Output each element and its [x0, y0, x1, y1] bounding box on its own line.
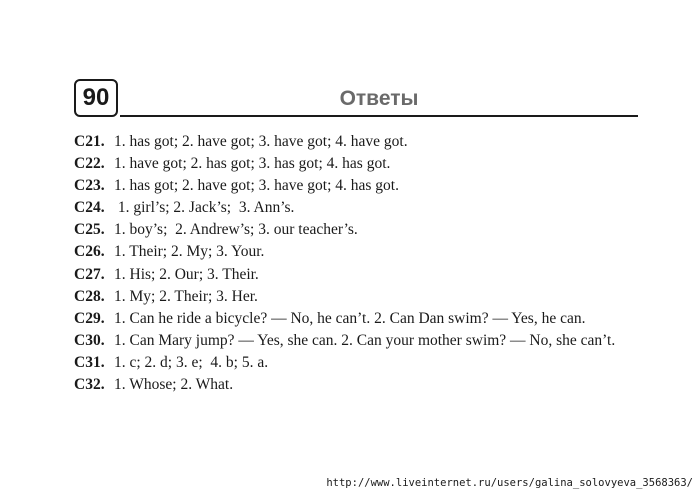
answer-code: C28.	[74, 287, 105, 305]
answer-code: C27.	[74, 265, 105, 283]
answer-code: C31.	[74, 353, 105, 371]
answers-list	[74, 131, 642, 396]
answer-text: 1. has got; 2. have got; 3. have got; 4. have got.	[114, 133, 408, 150]
answer-c30	[74, 330, 642, 352]
answer-text: 1. Their; 2. My; 3. Your.	[114, 243, 265, 261]
answer-text: 1. have got; 2. has got; 3. has got; 4. has got.	[114, 155, 391, 173]
answer-code: C24.	[74, 199, 105, 217]
answer-c28	[74, 286, 642, 308]
answer-c22	[74, 153, 642, 175]
answer-code: C29.	[74, 309, 105, 327]
answer-text: 1. His; 2. Our; 3. Their.	[114, 265, 259, 283]
answer-code: C23.	[74, 177, 105, 195]
answer-c26	[74, 241, 642, 263]
answer-text: 1. Can he ride a bicycle? — No, he can’t. 2. Can Dan swim? — Yes, he can.	[114, 309, 586, 327]
source-url[interactable]: http://www.liveinternet.ru/users/galina_solovyeva_3568363/	[326, 477, 693, 489]
answer-c31	[74, 352, 642, 374]
answer-c24	[74, 197, 642, 219]
answer-c27	[74, 264, 642, 286]
answer-c23	[74, 175, 642, 197]
answer-code: C26.	[74, 243, 105, 261]
answer-text: 1. has got; 2. have got; 3. have got; 4. has got.	[114, 177, 399, 195]
answer-code: C30.	[74, 331, 105, 349]
answer-c32	[74, 374, 642, 396]
section-title: Ответы	[339, 87, 419, 110]
answer-code: C22.	[74, 155, 105, 173]
header-divider	[120, 115, 638, 117]
answer-text: 1. boy’s; 2. Andrew’s; 3. our teacher’s.	[114, 221, 358, 239]
answer-c29	[74, 308, 642, 330]
answer-text: 1. girl’s; 2. Jack’s; 3. Ann’s.	[114, 199, 295, 217]
answer-text: 1. c; 2. d; 3. e; 4. b; 5. a.	[114, 353, 269, 371]
answer-c21	[74, 131, 642, 153]
answer-c25	[74, 219, 642, 241]
answer-text: 1. My; 2. Their; 3. Her.	[114, 287, 258, 305]
answer-code: C25.	[74, 221, 105, 239]
answer-code: C21.	[74, 133, 105, 150]
answer-text: 1. Can Mary jump? — Yes, she can. 2. Can your mother swim? — No, she can’t.	[114, 331, 616, 349]
answer-text: 1. Whose; 2. What.	[114, 376, 234, 394]
answer-code: C32.	[74, 376, 105, 394]
page-number: 90	[74, 79, 118, 117]
